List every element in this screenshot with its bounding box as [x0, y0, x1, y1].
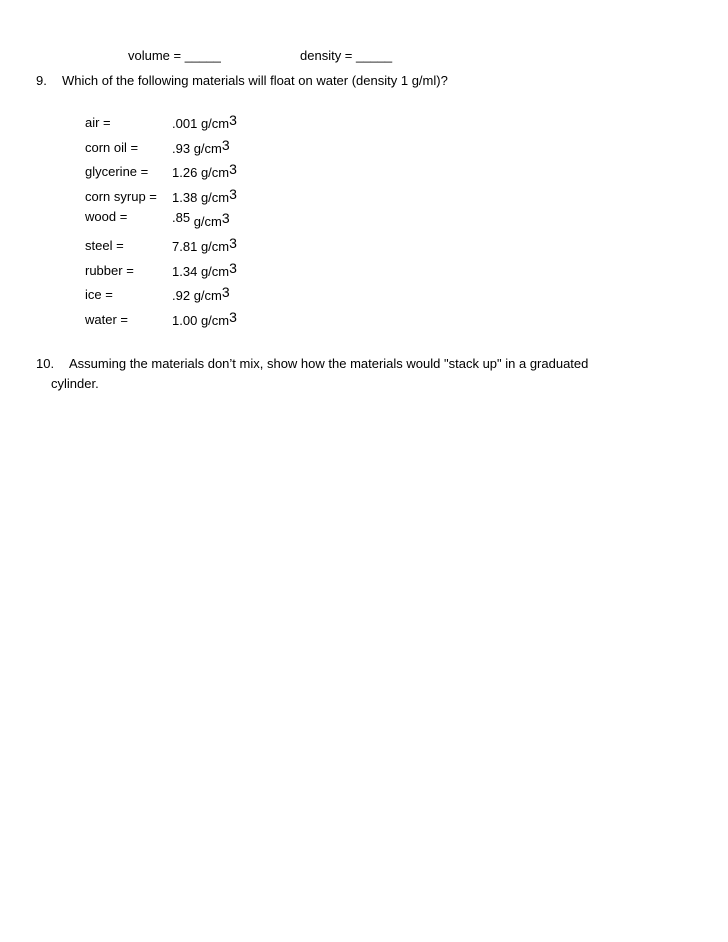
- material-row-corn-oil: [85, 137, 385, 160]
- material-row-water: [85, 309, 385, 332]
- question-10-text-line-1: Assuming the materials don’t mix, show how the materials would "stack up" in a graduated: [69, 356, 589, 371]
- material-row-ice: [85, 284, 385, 307]
- material-name: corn syrup =: [85, 189, 157, 204]
- question-10-number: 10.: [36, 356, 55, 371]
- material-density: .92 g/cm3: [172, 284, 230, 303]
- material-density: .85 g/cm3: [172, 210, 230, 229]
- material-row-corn-syrup: [85, 186, 385, 209]
- question-9-text: Which of the following materials will float on water (density 1 g/ml)?: [62, 73, 448, 88]
- material-name: wood =: [85, 209, 128, 224]
- material-name: rubber =: [85, 263, 134, 278]
- density-blank-label: density = _____: [300, 48, 393, 63]
- material-name: glycerine =: [85, 164, 149, 179]
- material-row-air: [85, 112, 385, 135]
- material-name: steel =: [85, 238, 124, 253]
- material-row-steel: [85, 235, 385, 258]
- question-10-text-line-2: cylinder.: [51, 376, 99, 391]
- material-density: 1.00 g/cm3: [172, 309, 237, 328]
- material-row-wood: [85, 209, 385, 229]
- material-density: .93 g/cm3: [172, 137, 230, 156]
- material-name: air =: [85, 115, 111, 130]
- material-name: water =: [85, 312, 128, 327]
- volume-blank-label: volume = _____: [128, 48, 221, 63]
- material-density: .001 g/cm3: [172, 112, 237, 131]
- material-name: corn oil =: [85, 140, 139, 155]
- material-name: ice =: [85, 287, 113, 302]
- material-density: 1.34 g/cm3: [172, 260, 237, 279]
- material-density: 1.26 g/cm3: [172, 161, 237, 180]
- material-row-rubber: [85, 260, 385, 283]
- question-9-number: 9.: [36, 73, 47, 88]
- material-density: 1.38 g/cm3: [172, 186, 237, 205]
- material-row-glycerine: [85, 161, 385, 184]
- material-density: 7.81 g/cm3: [172, 235, 237, 254]
